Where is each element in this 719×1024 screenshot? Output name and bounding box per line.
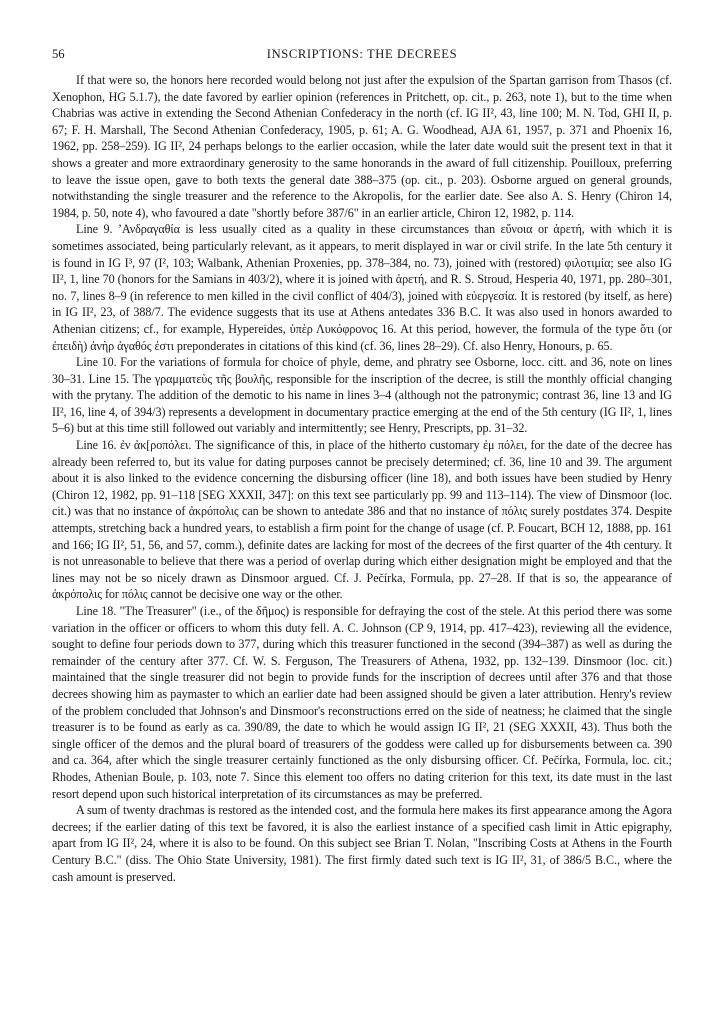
paragraph-line-16: Line 16. ἐν ἀκ[ροπόλει. The significance of this, in place of the hitherto customary ἐμ πόλει, for the date of the decree has already been referred to, but its value for dating purposes cannot be precisely determined; cf. 36, line 10 and 39. The argument about it is also linked to the evidence concerning the disbursing officer (line 18), and both issues have been studied by Henry (Chiron 12, 1982, pp. 91–118 [SEG XXXII, 347]: on this text see particularly pp. 99 and 113–114). The view of Dinsmoor (loc. cit.) was that no instance of ἀκρόπολις can be shown to antedate 386 and that no instance of πόλις surely postdates 374. Despite attempts, stretching back a hundred years, to establish a firm point for the change of usage (cf. P. Foucart, BCH 12, 1888, pp. 161 and 166; IG II², 51, 56, and 57, comm.), definite dates are lacking for most of the decrees of the first quarter of the 4th century. It is not unreasonable to believe that there was a period of overlap during which either designation might be employed and that the lines may not be so nicely drawn as Dinsmoor argued. Cf. J. Pečírka, Formula, pp. 27–28. If that is so, the appearance of ἀκρόπολις for πόλις cannot be decisive one way or the other. [52, 438, 672, 602]
paragraph-chabrias-dating: If that were so, the honors here recorded would belong not just after the expulsion of the Spartan garrison from Thasos (cf. Xenophon, HG 5.1.7), the date favored by earlier opinion (references in Pritchett, op. cit., p. 263, note 1), but to the time when Chabrias was active in extending the Second Athenian Confederacy in the north (cf. IG II², 43, line 100; M. N. Tod, GHI II, p. 67; F. H. Marshall, The Second Athenian Confederacy, 1905, p. 61; A. G. Woodhead, AJA 61, 1957, p. 371 and Phoenix 16, 1962, pp. 258–259). IG II², 24 perhaps belongs to the earlier occasion, while the later date would suit the present text in that it shows a greater and more extraordinary generosity to the same honorands in the award of full citizenship. Pouilloux, preferring to leave the issue open, gave to both texts the general date 388–375 (op. cit., p. 203). Osborne argued on general grounds, notwithstanding the single treasurer and the reference to the Akropolis, for the earlier date. See also A. S. Henry (Chiron 14, 1984, p. 50, note 4), who favoured a date "shortly before 387/6" in an earlier article, Chiron 12, 1982, p. 114. [52, 73, 672, 220]
paragraph-cost: A sum of twenty drachmas is restored as the intended cost, and the formula here makes its first appearance among the Agora decrees; if the earlier dating of this text be favored, it is also the earliest instance of a specified cash limit in Attic epigraphy, apart from IG II², 24, where it is also to be found. On this subject see Brian T. Nolan, "Inscribing Costs at Athens in the Fourth Century B.C." (diss. The Ohio State University, 1981). The first firmly dated such text is IG II², 31, of 386/5 B.C., where the cash amount is preserved. [52, 803, 672, 884]
paragraph-line-9: Line 9. ʼΑνδραγαθία is less usually cited as a quality in these circumstances than εὔνοια or ἀρετή, with which it is sometimes associated, being particularly relevant, as it appears, to merit displayed in war or civil strife. In the late 5th century it is found in IG I³, 97 (I², 103; Walbank, Athenian Proxenies, pp. 378–384, no. 73), joined with (restored) φιλοτιμία; see also IG II², 1, line 70 (honors for the Samians in 403/2), where it is joined with ἀρετή, and R. S. Stroud, Hesperia 40, 1971, pp. 280–301, no. 7, lines 8–9 (in reference to men killed in the civil conflict of 404/3), joined with εὐεργεσία. It is restored (by itself, as here) in IG II², 23, of 388/7. The evidence suggests that its use at Athens antedates 336 B.C. It was also used in honors awarded to Athenian citizens; cf., for example, Hypereides, ὑπὲρ Λυκόφρονος 16. At this period, however, the formula of the type ὅτι (or ἐπειδὴ) ἀνὴρ ἀγαθός ἐστι preponderates in citations of this kind (cf. 36, lines 28–29). Cf. also Henry, Honours, p. 65. [52, 222, 672, 353]
page-number: 56 [52, 47, 65, 61]
page-header [52, 44, 672, 64]
paragraph-line-10-15: Line 10. For the variations of formula for choice of phyle, deme, and phratry see Osborne, locc. citt. and 36, note on lines 30–31. Line 15. The γραμματεὺς τῆς βουλῆς, responsible for the inscription of the decree, is still the monthly official changing with the prytany. The addition of the demotic to his name in lines 3–4 (although not the patronymic; contrast 36, line 13 and IG II², 16, line 4, of 394/3) represents a development in documentary practice emerging at the end of the 5th century (IG II², 1, lines 5–6) but at this time still followed out variably and intermittently; see Henry, Prescripts, pp. 31–32. [52, 355, 672, 436]
paragraph-line-18: Line 18. "The Treasurer" (i.e., of the δῆμος) is responsible for defraying the cost of the stele. At this period there was some variation in the officer or officers to whom this duty fell. A. C. Johnson (CP 9, 1914, pp. 417–423), reviewing all the evidence, sought to define four periods down to 377, during which this treasurer functioned in the second (394–387) as well as during the remainder of the century after 377. Cf. W. S. Ferguson, The Treasurers of Athena, 1932, pp. 132–139. Dinsmoor (loc. cit.) maintained that the single treasurer did not begin to provide funds for the inscription of decrees until after 376 and that those decrees showing him as paymaster to which an earlier date had been assigned should be given a later attribution. Henry's review of the problem concluded that Johnson's and Dinsmoor's reconstructions erred on the side of neatness; he claimed that the single treasurer is to be found as early as ca. 390/89, the date to which he would assign IG II², 21 (SEG XXXII, 43). Thus both the single officer of the demos and the plural board of treasurers of the goddess were called up for disbursements between ca. 390 and ca. 364, after which the single treasurer certainly functioned as the only disbursing officer. Cf. Pečírka, Formula, loc. cit.; Rhodes, Athenian Boule, p. 103, note 7. Since this element too offers no dating criterion for this text, its date must in the last resort depend upon such historical interpretation of its circumstances as may be preferred. [52, 604, 672, 801]
running-head: INSCRIPTIONS: THE DECREES [266, 47, 458, 61]
body-text [52, 72, 672, 885]
page [52, 44, 672, 885]
